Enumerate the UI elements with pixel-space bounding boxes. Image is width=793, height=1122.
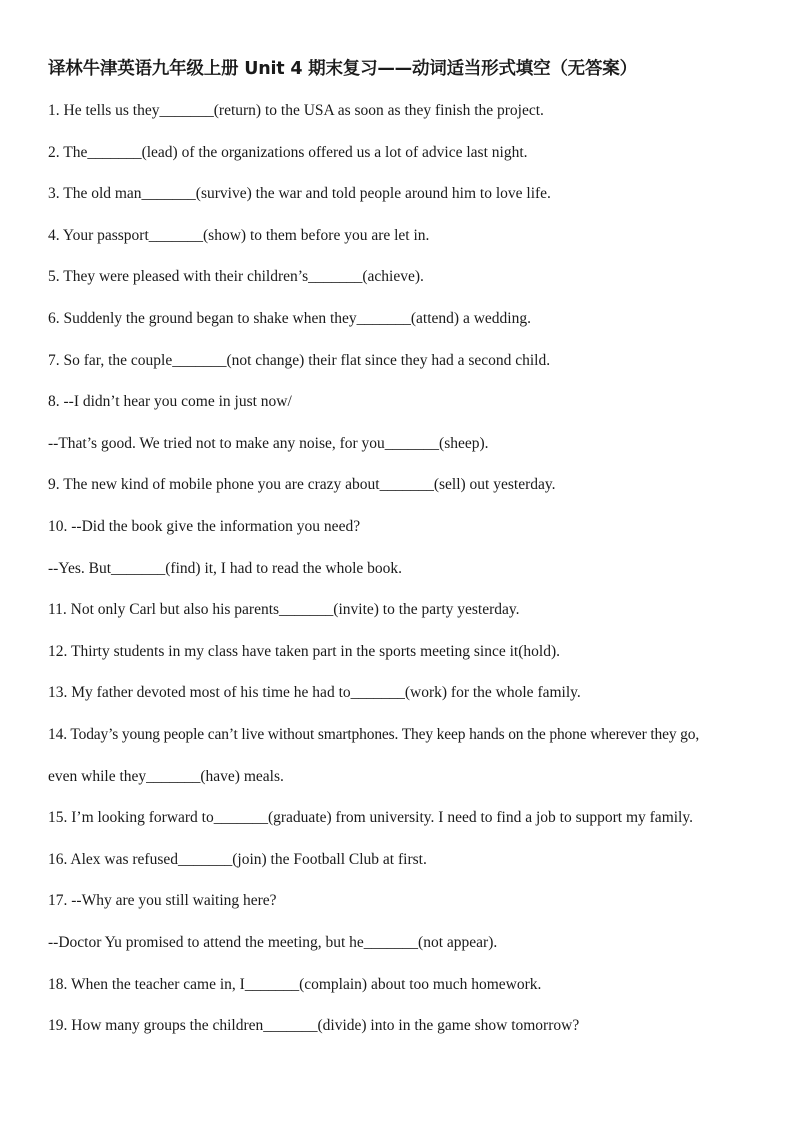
question-11: 11. Not only Carl but also his parents_______(invite) to the party yesterday.	[48, 601, 520, 618]
question-5: 5. They were pleased with their children’s_______(achieve).	[48, 268, 424, 285]
question-14-line-1: 14. Today’s young people can’t live without smartphones. They keep hands on the phone wherever they go,	[48, 726, 700, 743]
question-17-prompt: 17. --Why are you still waiting here?	[48, 892, 277, 909]
question-18: 18. When the teacher came in, I_______(complain) about too much homework.	[48, 976, 542, 993]
question-7: 7. So far, the couple_______(not change) their flat since they had a second child.	[48, 352, 551, 369]
question-1: 1. He tells us they_______(return) to the USA as soon as they finish the project.	[48, 102, 544, 119]
question-8-prompt: 8. --I didn’t hear you come in just now/	[48, 393, 292, 410]
question-6: 6. Suddenly the ground began to shake when they_______(attend) a wedding.	[48, 310, 531, 327]
question-3: 3. The old man_______(survive) the war and told people around him to love life.	[48, 185, 551, 202]
worksheet-title: 译林牛津英语九年级上册 Unit 4 期末复习——动词适当形式填空（无答案）	[48, 59, 637, 79]
question-2: 2. The_______(lead) of the organizations offered us a lot of advice last night.	[48, 144, 528, 161]
question-10-reply: --Yes. But_______(find) it, I had to read the whole book.	[48, 560, 403, 577]
question-15: 15. I’m looking forward to_______(graduate) from university. I need to find a job to support my family.	[48, 809, 693, 826]
question-16: 16. Alex was refused_______(join) the Football Club at first.	[48, 851, 427, 868]
question-14-line-2: even while they_______(have) meals.	[48, 768, 284, 785]
question-17-reply: --Doctor Yu promised to attend the meeting, but he_______(not appear).	[48, 934, 498, 951]
question-4: 4. Your passport_______(show) to them before you are let in.	[48, 227, 430, 244]
question-8-reply: --That’s good. We tried not to make any noise, for you_______(sheep).	[48, 435, 489, 452]
question-12: 12. Thirty students in my class have taken part in the sports meeting since it(hold).	[48, 643, 560, 660]
question-13: 13. My father devoted most of his time he had to_______(work) for the whole family.	[48, 684, 581, 701]
question-10-prompt: 10. --Did the book give the information you need?	[48, 518, 361, 535]
question-19: 19. How many groups the children_______(divide) into in the game show tomorrow?	[48, 1017, 580, 1034]
question-9: 9. The new kind of mobile phone you are crazy about_______(sell) out yesterday.	[48, 476, 556, 493]
